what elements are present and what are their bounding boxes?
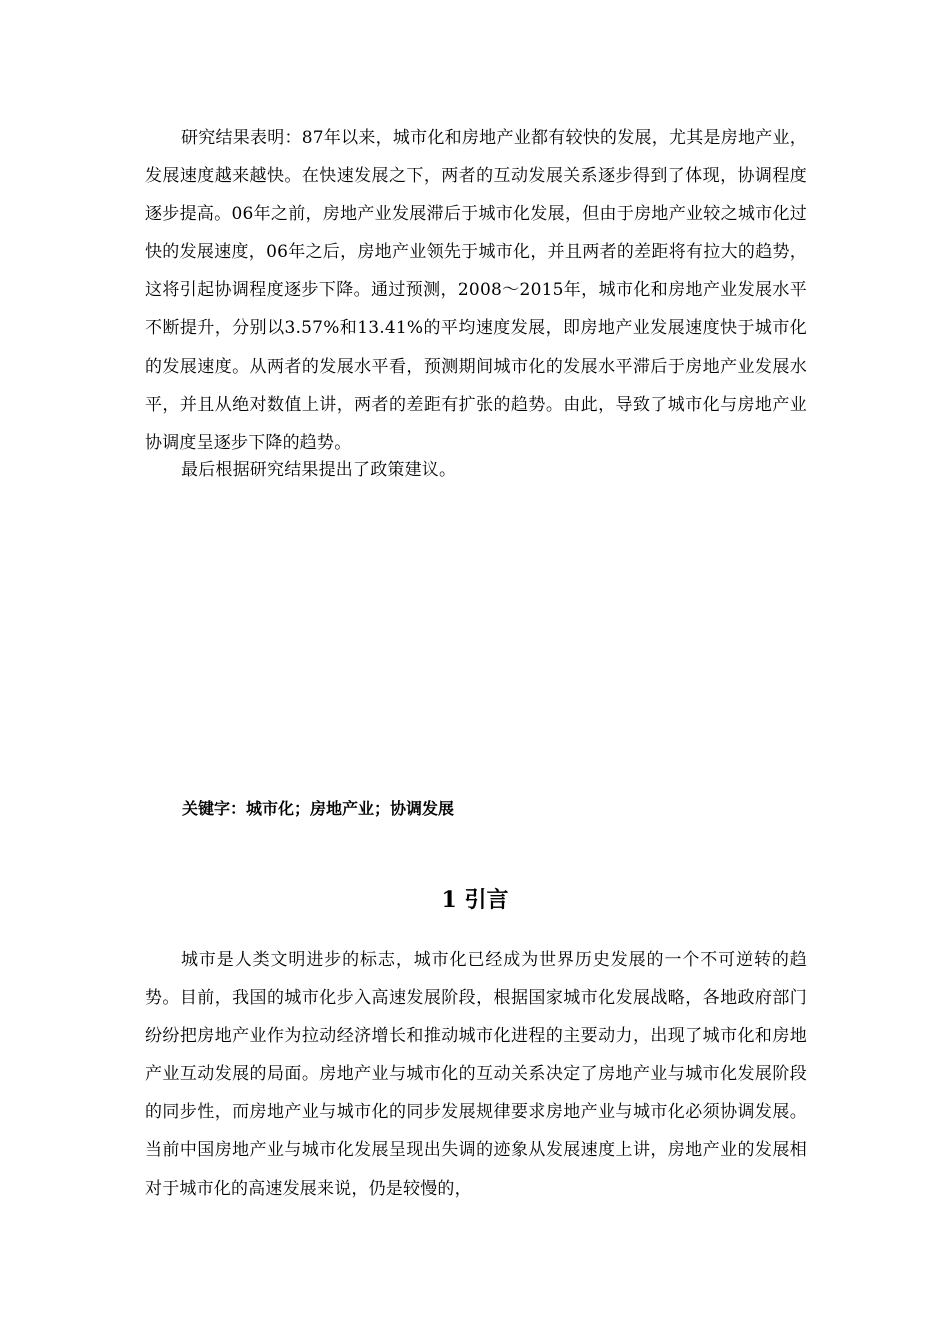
keywords-line: 关键字：城市化；房地产业；协调发展	[182, 799, 455, 818]
abstract-section	[145, 119, 807, 462]
introduction-section	[145, 941, 807, 1208]
abstract-policy-paragraph: 最后根据研究结果提出了政策建议。	[181, 460, 457, 480]
abstract-policy-section	[145, 451, 807, 489]
section-heading-introduction: 1 引言	[441, 887, 509, 913]
introduction-paragraph: 城市是人类文明进步的标志，城市化已经成为世界历史发展的一个不可逆转的趋势。目前，我国的城市化步入高速发展阶段，根据国家城市化发展战略，各地政府部门纷纷把房地产业作为拉动经济增长和推动城市化进程的主要动力，出现了城市化和房地产业互动发展的局面。房地产业与城市化的互动关系决定了房地产业与城市化发展阶段的同步性，而房地产业与城市化的同步发展规律要求房地产业与城市化必须协调发展。当前中国房地产业与城市化发展呈现出失调的迹象从发展速度上讲，房地产业的发展相对于城市化的高速发展来说，仍是较慢的，	[145, 950, 807, 1199]
abstract-results-paragraph: 研究结果表明：87年以来，城市化和房地产业都有较快的发展，尤其是房地产业，发展速度越来越快。在快速发展之下，两者的互动发展关系逐步得到了体现，协调程度逐步提高。06年之前，房地产业发展滞后于城市化发展，但由于房地产业较之城市化过快的发展速度，06年之后，房地产业领先于城市化，并且两者的差距将有拉大的趋势，这将引起协调程度逐步下降。通过预测，2008～2015年，城市化和房地产业发展水平不断提升，分别以3.57%和13.41%的平均速度发展，即房地产业发展速度快于城市化的发展速度。从两者的发展水平看，预测期间城市化的发展水平滞后于房地产业发展水平，并且从绝对数值上讲，两者的差距有扩张的趋势。由此，导致了城市化与房地产业协调度呈逐步下降的趋势。	[145, 128, 807, 453]
